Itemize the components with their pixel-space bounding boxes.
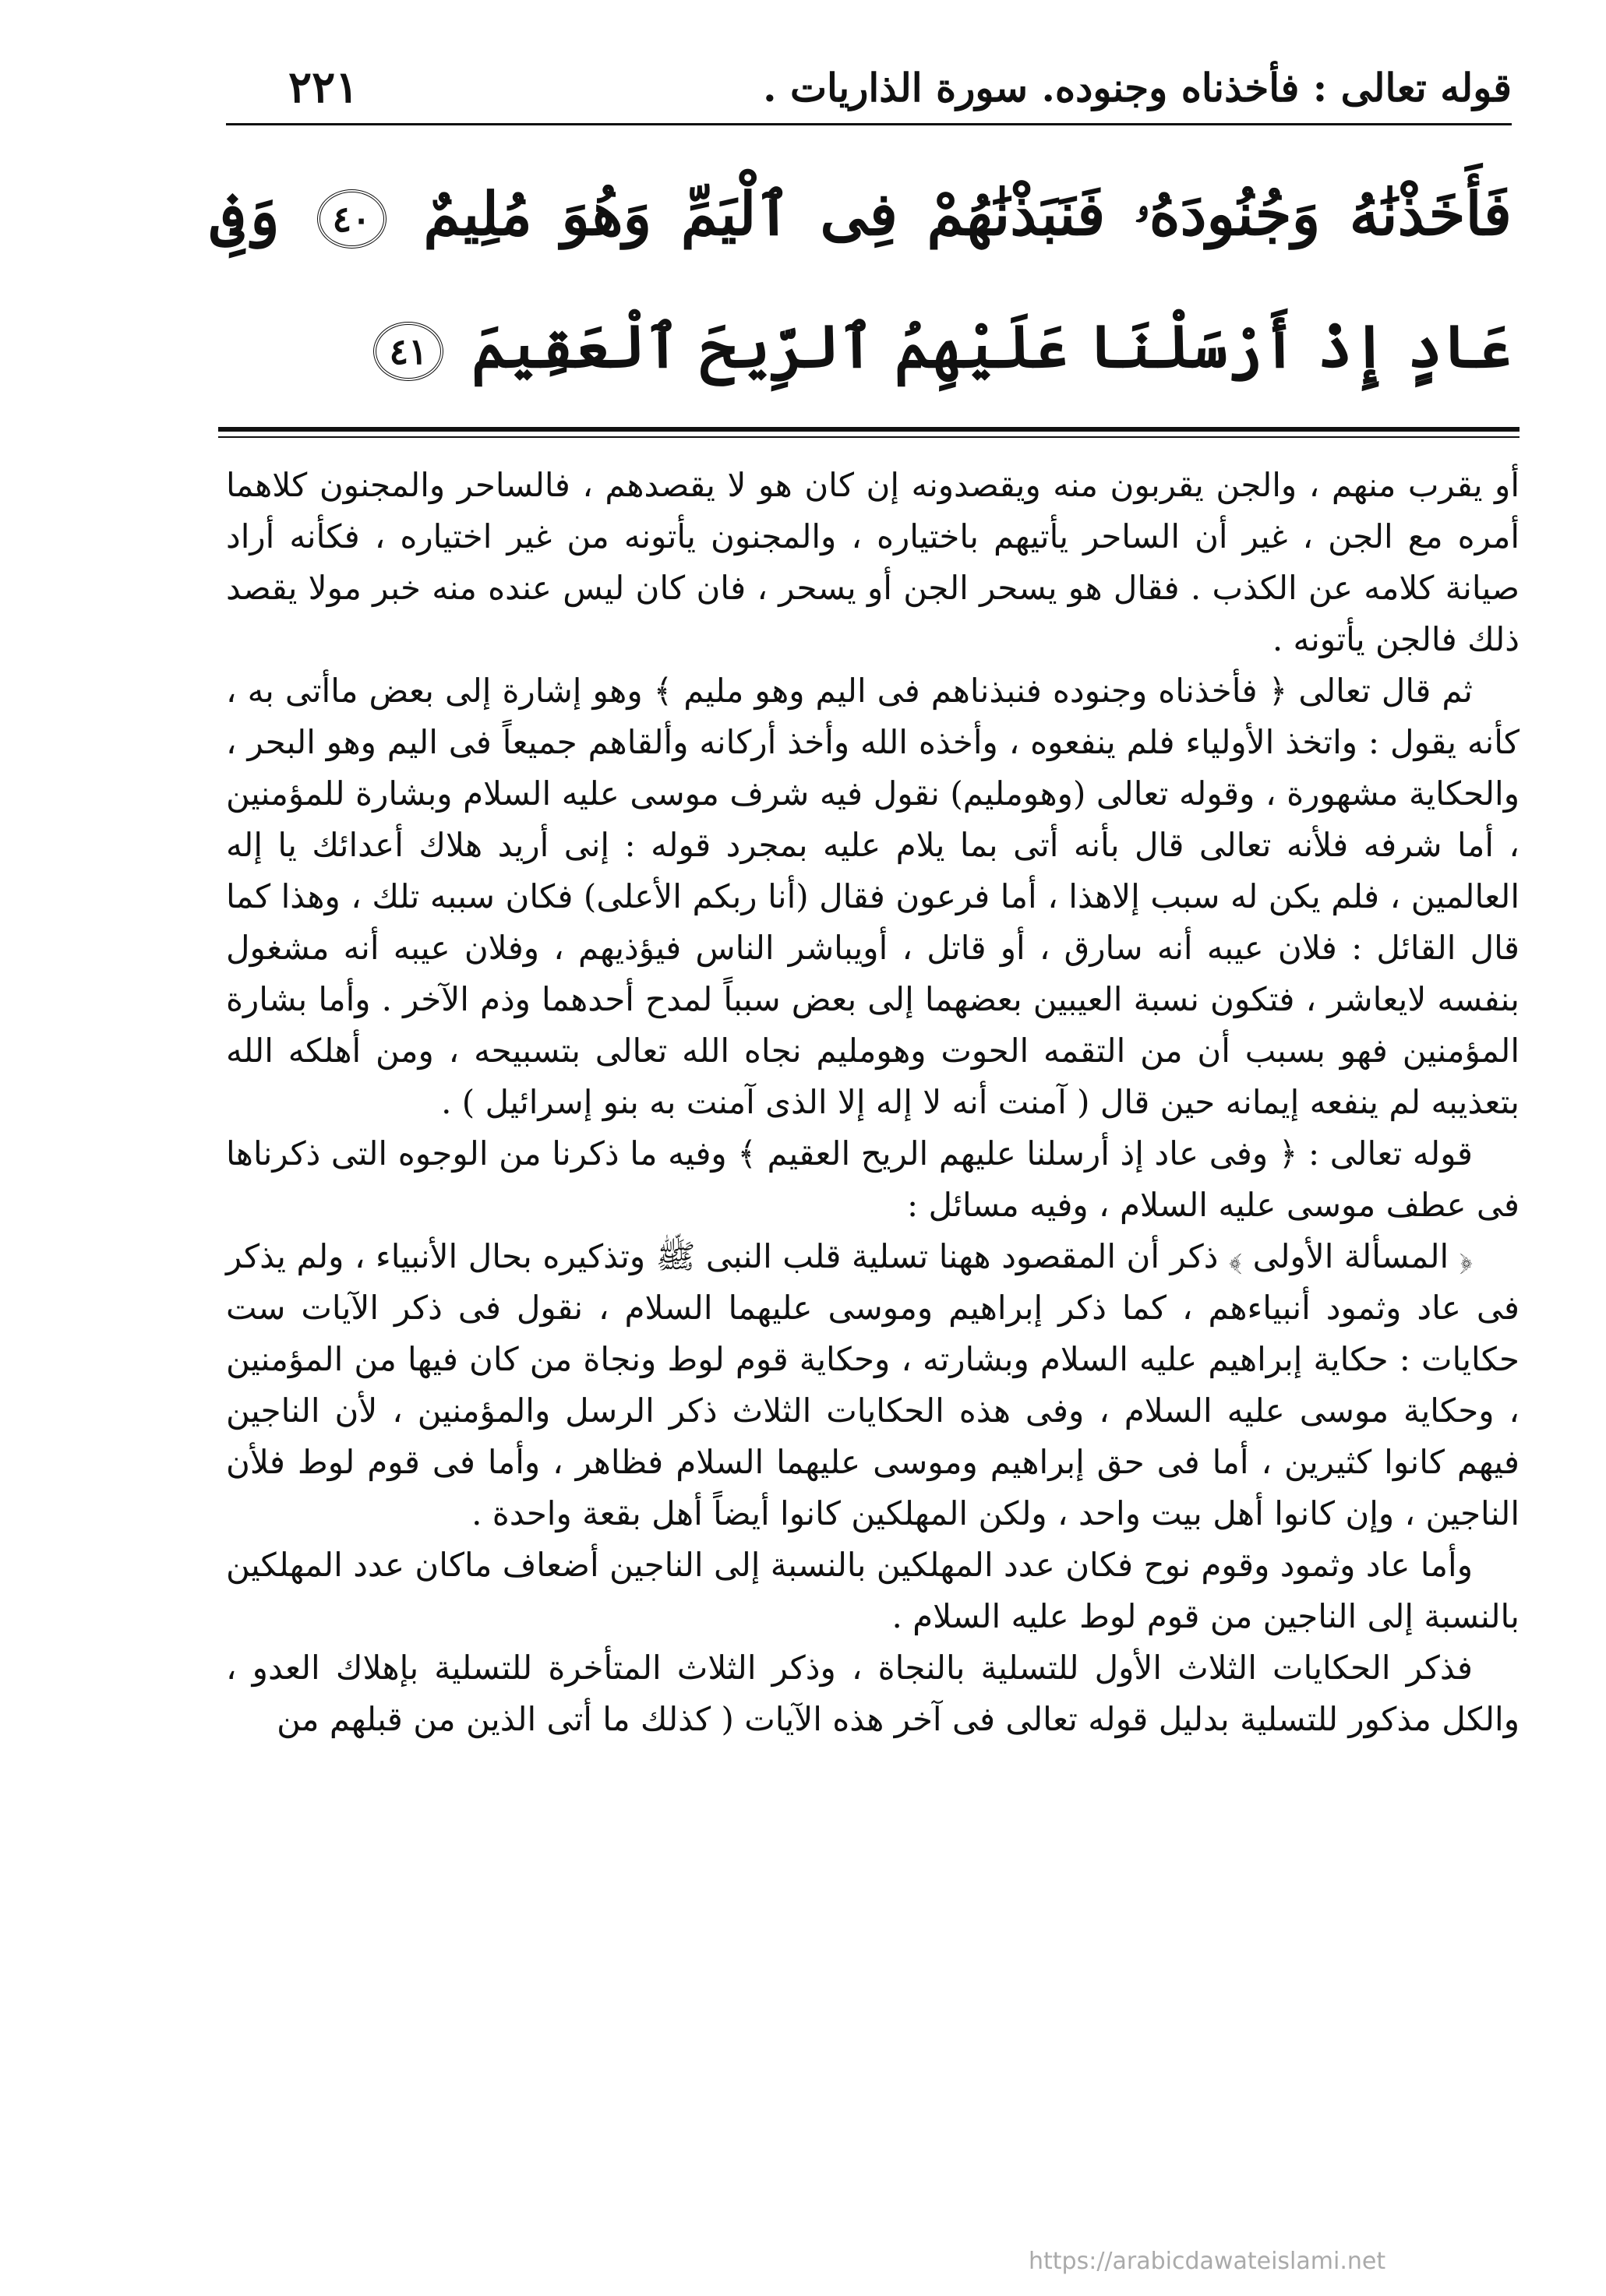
quran-verse-block — [210, 148, 1512, 413]
verse-separator-rule-thin — [218, 436, 1520, 438]
paragraph: أو يقرب منهم ، والجن يقربون منه ويقصدونه إن كان هو لا يقصدهم ، فالساحر والمجنون كلاهما أمره مع الجن ، غير أن الساحر يأتيهم باختياره ، والمجنون يأتونه من غير اختياره ، فكأنه أراد صيانة كلامه عن الكذب . فقال هو يسحر الجن أو يسحر ، فان كان ليس عنده منه خبر مولا يقصد ذلك فالجن يأتونه . — [226, 466, 1520, 658]
commentary-text — [226, 460, 1520, 1745]
header-title: قوله تعالى : فأخذناه وجنوده. سورة الذاريات . — [763, 64, 1512, 111]
paragraph: ثم قال تعالى ﴿ فأخذناه وجنوده فنبذناهم فى اليم وهو مليم ﴾ وهو إشارة إلى بعض ماأتى به ، كأنه يقول : واتخذ الأولياء فلم ينفعوه ، وأخذه الله وأخذ أركانه وألقاهم جميعاً فى اليم وهو البحر ، والحكاية مشهورة ، وقوله تعالى (وهومليم) نقول فيه شرف موسى عليه السلام وبشارة للمؤمنين ، أما شرفه فلأنه تعالى قال بأنه أتى بما يلام عليه بمجرد قوله : إنى أريد هلاك أعدائك يا إله العالمين ، فلم يكن له سبب إلاهذا ، أما فرعون فقال (أنا ربكم الأعلى) فكان سببه تلك ، وهذا كما قال القائل : فلان عيبه أنه سارق ، أو قاتل ، أويباشر الناس فيؤذيهم ، وفلان عيبه أنه مشغول بنفسه لايعاشر ، فتكون نسبة العيبين بعضهما إلى بعض سبباً لمدح أحدهما وذم الآخر . وأما بشارة المؤمنين فهو بسبب أن من التقمه الحوت وهومليم نجاه الله تعالى بتسبيحه ، ومن أهلكه الله بتعذيبه لم ينفعه إيمانه حين قال ( آمنت أنه لا إله إلا الذى آمنت به بنو إسرائيل ) . — [226, 672, 1520, 1121]
verse-text-40: فَأَخَذْنَٰهُ وَجُنُودَهُۥ فَنَبَذْنَٰهُمْ فِى ٱلْيَمِّ وَهُوَ مُلِيمٌ — [423, 179, 1512, 249]
header-rule — [226, 123, 1512, 125]
verse-number-41: ٤١ — [373, 322, 443, 381]
watermark-url: https://arabicdawateislami.net — [1029, 2248, 1386, 2275]
page-number: ٢٢١ — [288, 62, 359, 113]
verse-separator-rule — [218, 427, 1520, 432]
verse-text-41: وَفِى عَادٍ إِذْ أَرْسَلْنَا عَلَيْهِمُ ٱلرِّيحَ ٱلْعَقِيمَ — [210, 179, 1512, 381]
paragraph: ﴿ المسألة الأولى ﴾ ذكر أن المقصود ههنا تسلية قلب النبى ﷺ وتذكيره بحال الأنبياء ، ولم يذكر فى عاد وثمود أنبياءهم ، كما ذكر إبراهيم وموسى عليهما السلام ، نقول فى ذكر الآيات ست حكايات : حكاية إبراهيم عليه السلام وبشارته ، وحكاية قوم لوط ونجاة من كان فيها من المؤمنين ، وحكاية موسى عليه السلام ، وفى هذه الحكايات الثلاث ذكر الرسل والمؤمنين ، لأن الناجين فيهم كانوا كثيرين ، أما فى حق إبراهيم وموسى عليهما السلام فظاهر ، وأما فى قوم لوط فلأن الناجين ، وإن كانوا أهل بيت واحد ، ولكن المهلكين كانوا أيضاً أهل بقعة واحدة . — [226, 1237, 1520, 1532]
verse-number-40: ٤٠ — [317, 189, 386, 249]
paragraph: قوله تعالى : ﴿ وفى عاد إذ أرسلنا عليهم الريح العقيم ﴾ وفيه ما ذكرنا من الوجوه التى ذكرناها فى عطف موسى عليه السلام ، وفيه مسائل : — [226, 1134, 1520, 1224]
paragraph: وأما عاد وثمود وقوم نوح فكان عدد المهلكين بالنسبة إلى الناجين أضعاف ماكان عدد المهلكين بالنسبة إلى الناجين من قوم لوط عليه السلام . — [226, 1546, 1520, 1635]
paragraph: فذكر الحكايات الثلاث الأول للتسلية بالنجاة ، وذكر الثلاث المتأخرة للتسلية بإهلاك العدو ، والكل مذكور للتسلية بدليل قوله تعالى فى آخر هذه الآيات ( كذلك ما أتى الذين من قبلهم من — [226, 1649, 1520, 1738]
running-header — [226, 56, 1512, 118]
